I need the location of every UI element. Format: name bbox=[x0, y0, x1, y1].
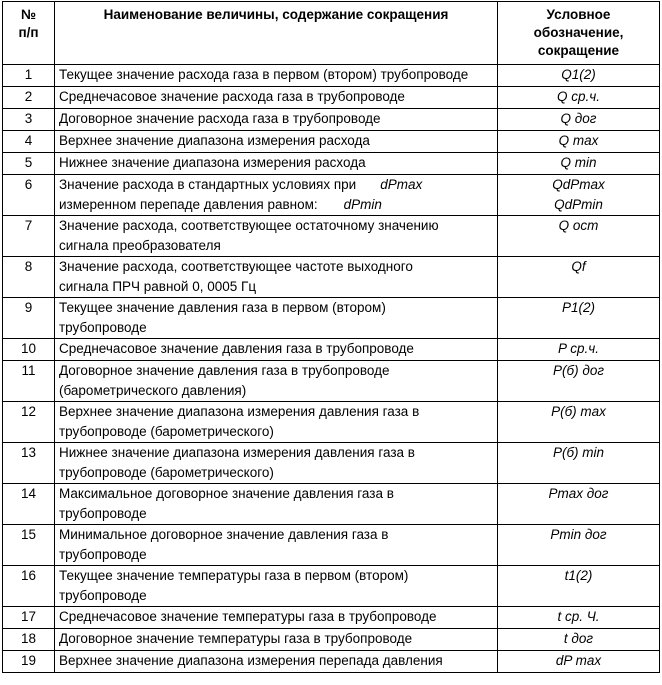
row-symbol-line: P(б) min bbox=[552, 445, 605, 460]
header-symbol-line: сокращение bbox=[537, 43, 620, 58]
header-symbol-line: Условное bbox=[546, 7, 611, 22]
table-row bbox=[3, 87, 660, 109]
table-row bbox=[3, 629, 660, 651]
row-name-text: Договорное значение расхода газа в трубопроводе bbox=[59, 111, 381, 126]
table-body bbox=[3, 65, 660, 673]
row-name-line bbox=[59, 361, 493, 381]
row-number: 8 bbox=[3, 257, 55, 298]
row-symbol bbox=[498, 339, 660, 361]
row-name-line bbox=[59, 339, 493, 359]
row-number: 7 bbox=[3, 216, 55, 257]
row-symbol-line: dP max bbox=[555, 653, 602, 668]
row-symbol-line: P(б) max bbox=[551, 404, 606, 419]
row-name-line bbox=[59, 277, 493, 297]
row-symbol bbox=[498, 443, 660, 484]
row-name-text: Значение расхода в стандартных условиях при bbox=[59, 177, 357, 192]
row-name-text: трубопроводе bbox=[59, 588, 147, 603]
row-name-line bbox=[59, 504, 493, 524]
row-symbol bbox=[498, 566, 660, 607]
row-name-line bbox=[59, 175, 493, 195]
row-symbol bbox=[498, 525, 660, 566]
row-symbol bbox=[498, 216, 660, 257]
table-header bbox=[3, 2, 660, 65]
row-name-text: трубопроводе bbox=[59, 506, 147, 521]
row-number: 10 bbox=[3, 339, 55, 361]
row-symbol bbox=[498, 65, 660, 87]
row-name-line bbox=[59, 87, 493, 107]
table-row bbox=[3, 402, 660, 443]
row-name-text: Минимальное договорное значение давления газа в bbox=[59, 527, 389, 542]
row-name bbox=[55, 257, 498, 298]
row-symbol-line: QdPmax bbox=[552, 177, 605, 192]
row-symbol bbox=[498, 651, 660, 673]
table-row bbox=[3, 651, 660, 673]
row-symbol-line: t дог bbox=[563, 631, 594, 646]
row-symbol bbox=[498, 131, 660, 153]
row-name-text: трубопроводе bbox=[59, 547, 147, 562]
row-name bbox=[55, 361, 498, 402]
row-name-line bbox=[59, 318, 493, 338]
row-name-line bbox=[59, 402, 493, 422]
table-row bbox=[3, 443, 660, 484]
row-name-text: Среднечасовое значение давления газа в трубопроводе bbox=[59, 341, 414, 356]
row-name-line bbox=[59, 545, 493, 565]
row-symbol bbox=[498, 629, 660, 651]
row-name-text: Текущее значение расхода газа в первом (втором) трубопроводе bbox=[59, 67, 469, 82]
row-symbol-line: QdPmin bbox=[554, 197, 603, 212]
row-symbol-line: Q1(2) bbox=[561, 67, 596, 82]
row-number: 12 bbox=[3, 402, 55, 443]
header-number bbox=[3, 2, 55, 65]
row-name bbox=[55, 629, 498, 651]
row-name bbox=[55, 651, 498, 673]
row-inline-condition: dPmin bbox=[343, 197, 382, 212]
row-inline-condition: dPmax bbox=[380, 177, 423, 192]
row-name bbox=[55, 443, 498, 484]
table-row bbox=[3, 131, 660, 153]
row-name-text: (барометрического давления) bbox=[59, 383, 247, 398]
row-name-line bbox=[59, 65, 493, 85]
row-symbol-line: Q max bbox=[558, 133, 599, 148]
row-number: 9 bbox=[3, 298, 55, 339]
header-symbol-line: обозначение, bbox=[533, 25, 624, 40]
row-symbol bbox=[498, 402, 660, 443]
row-name bbox=[55, 339, 498, 361]
header-number-line: п/п bbox=[18, 25, 39, 40]
row-name-text: измеренном перепаде давления равном: bbox=[59, 197, 318, 212]
row-name bbox=[55, 607, 498, 629]
row-name-text: Верхнее значение диапазона измерения расхода bbox=[59, 133, 370, 148]
row-symbol-line: Pmin дог bbox=[550, 527, 607, 542]
row-name bbox=[55, 525, 498, 566]
row-name-text: Текущее значение температуры газа в первом (втором) bbox=[59, 568, 409, 583]
row-number: 11 bbox=[3, 361, 55, 402]
row-name-line bbox=[59, 443, 493, 463]
row-name-text: Среднечасовое значение температуры газа в трубопроводе bbox=[59, 609, 437, 624]
row-name bbox=[55, 175, 498, 216]
header-symbol bbox=[498, 2, 660, 65]
row-name-line bbox=[59, 422, 493, 442]
row-number: 3 bbox=[3, 109, 55, 131]
row-name-text: сигнала ПРЧ равной 0, 0005 Гц bbox=[59, 279, 257, 294]
header-number-line: № bbox=[20, 7, 37, 22]
row-symbol-line: P ср.ч. bbox=[557, 341, 599, 356]
row-name-line bbox=[59, 629, 493, 649]
row-name-line bbox=[59, 298, 493, 318]
table-row bbox=[3, 257, 660, 298]
row-name-text: Верхнее значение диапазона измерения перепада давления bbox=[59, 653, 443, 668]
row-name bbox=[55, 298, 498, 339]
row-number: 6 bbox=[3, 175, 55, 216]
row-name-line bbox=[59, 586, 493, 606]
row-symbol bbox=[498, 87, 660, 109]
row-name-text: трубопроводе bbox=[59, 320, 147, 335]
row-name-line bbox=[59, 236, 493, 256]
row-symbol bbox=[498, 109, 660, 131]
row-symbol-line: Q дог bbox=[560, 111, 597, 126]
table-row bbox=[3, 339, 660, 361]
row-name-text: Нижнее значение диапазона измерения давления газа в bbox=[59, 445, 415, 460]
row-symbol bbox=[498, 298, 660, 339]
table-row bbox=[3, 153, 660, 175]
row-name bbox=[55, 484, 498, 525]
table-row bbox=[3, 216, 660, 257]
row-name-line bbox=[59, 257, 493, 277]
table-row bbox=[3, 566, 660, 607]
row-number: 5 bbox=[3, 153, 55, 175]
row-name-line bbox=[59, 525, 493, 545]
row-name-line bbox=[59, 381, 493, 401]
row-name-text: Договорное значение давления газа в трубопроводе bbox=[59, 363, 390, 378]
header-row bbox=[3, 2, 660, 65]
row-name-text: трубопроводе (барометрического) bbox=[59, 465, 274, 480]
row-name-text: Максимальное договорное значение давления газа в bbox=[59, 486, 394, 501]
row-symbol-line: Qf bbox=[571, 259, 586, 274]
row-number: 1 bbox=[3, 65, 55, 87]
row-symbol-line: Q min bbox=[560, 155, 597, 170]
row-name-line bbox=[59, 195, 493, 215]
table-row bbox=[3, 298, 660, 339]
row-name-line bbox=[59, 463, 493, 483]
row-name-line bbox=[59, 109, 493, 129]
row-name bbox=[55, 87, 498, 109]
row-number: 19 bbox=[3, 651, 55, 673]
row-name bbox=[55, 402, 498, 443]
row-number: 4 bbox=[3, 131, 55, 153]
row-name-text: Верхнее значение диапазона измерения давления газа в bbox=[59, 404, 420, 419]
row-symbol bbox=[498, 484, 660, 525]
row-number: 16 bbox=[3, 566, 55, 607]
table-row bbox=[3, 484, 660, 525]
table-row bbox=[3, 109, 660, 131]
row-number: 14 bbox=[3, 484, 55, 525]
row-number: 2 bbox=[3, 87, 55, 109]
row-name-text: Текущее значение давления газа в первом (втором) bbox=[59, 300, 386, 315]
row-symbol-line: P(б) дог bbox=[553, 363, 604, 378]
row-symbol-line: Q ост bbox=[558, 218, 599, 233]
row-name-line bbox=[59, 566, 493, 586]
row-symbol-line: P1(2) bbox=[561, 300, 595, 315]
row-symbol bbox=[498, 175, 660, 216]
table-row bbox=[3, 175, 660, 216]
row-number: 17 bbox=[3, 607, 55, 629]
row-name-line bbox=[59, 216, 493, 236]
row-name-text: Значение расхода, соответствующее остаточному значению bbox=[59, 218, 439, 233]
header-name: Наименование величины, содержание сокращения bbox=[55, 2, 498, 65]
row-name-line bbox=[59, 153, 493, 173]
row-symbol-line: Q ср.ч. bbox=[557, 89, 600, 104]
row-name bbox=[55, 566, 498, 607]
row-name-line bbox=[59, 607, 493, 627]
row-name-text: Среднечасовое значение расхода газа в трубопроводе bbox=[59, 89, 405, 104]
row-symbol-line: t1(2) bbox=[564, 568, 593, 583]
row-symbol-line: Pmax дог bbox=[548, 486, 609, 501]
row-number: 18 bbox=[3, 629, 55, 651]
row-name-line bbox=[59, 651, 493, 671]
row-symbol bbox=[498, 607, 660, 629]
row-name bbox=[55, 131, 498, 153]
table-row bbox=[3, 361, 660, 402]
row-number: 15 bbox=[3, 525, 55, 566]
row-symbol bbox=[498, 257, 660, 298]
row-name bbox=[55, 109, 498, 131]
row-name bbox=[55, 216, 498, 257]
table-row bbox=[3, 525, 660, 566]
row-name-text: трубопроводе (барометрического) bbox=[59, 424, 274, 439]
row-name-text: Значение расхода, соответствующее частоте выходного bbox=[59, 259, 413, 274]
row-symbol bbox=[498, 361, 660, 402]
row-symbol-line: t ср. Ч. bbox=[557, 609, 600, 624]
row-name bbox=[55, 65, 498, 87]
row-name bbox=[55, 153, 498, 175]
row-name-text: сигнала преобразователя bbox=[59, 238, 221, 253]
row-name-line bbox=[59, 131, 493, 151]
abbreviations-table bbox=[2, 1, 660, 673]
row-symbol bbox=[498, 153, 660, 175]
row-name-text: Нижнее значение диапазона измерения расхода bbox=[59, 155, 366, 170]
row-number: 13 bbox=[3, 443, 55, 484]
row-name-text: Договорное значение температуры газа в трубопроводе bbox=[59, 631, 413, 646]
row-name-line bbox=[59, 484, 493, 504]
table-row bbox=[3, 65, 660, 87]
table-row bbox=[3, 607, 660, 629]
